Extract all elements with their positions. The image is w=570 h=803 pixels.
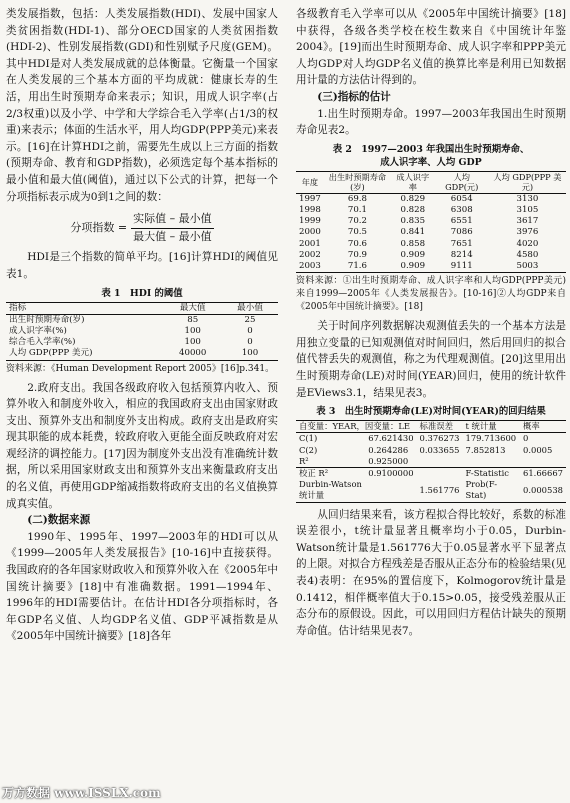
table-cell: C(1) <box>299 433 318 444</box>
table-row <box>6 326 278 337</box>
table-cell: 70.6 <box>347 238 367 249</box>
section-heading-data-source: (二)数据来源 <box>27 514 91 527</box>
table-cell: 9111 <box>435 261 489 273</box>
paragraph-hdi-definition: 类发展指数，包括：人类发展指数(HDI)、发展中国家人类贫困指数(HDI-1)、部分OECD国家的人类贫困指数(HDI-2)、性别发展指数(GDI)和性别赋予尺度(GEM)。其中HDI是对人类发展成就的总体衡量。它衡量一个国家在人类发展的三个基本方面的平均成就：健康长寿的生活，用出生时预期寿命来表示；知识，用成人识字率(占2/3权重)以及小学、中学和大学综合毛入学率(占1/3的权重)来表示；体面的生活水平，用人均GDP(PPP美元)来表示。[16]在计算HDI之前，需要先生成以上三方面的指数(预期寿命、教育和GDP指数)，必须选定每个基本指标的最小值和最大值(阈值)，通过以下公式的计算，把每一个分项指标表示成为0到1之间的数： <box>6 8 278 203</box>
table-cell: 0 <box>247 337 253 348</box>
table2-header: 成人识字率 <box>391 171 435 193</box>
table-cell: 7086 <box>450 227 473 238</box>
table-cell <box>520 456 566 468</box>
table3-header: 概率 <box>520 421 566 433</box>
table2-header: 年度 <box>296 171 324 193</box>
paragraph-government-expenditure: 2.政府支出。我国各级政府收入包括预算内收入、预算外收入和制度外收入，相应的我国政府支出由国家财政支出、预算外支出和制度外支出构成。政府支出是政府实现其职能的成本耗费，较政府收入更能全面反映政府对宏观经济的调控能力。[17]因为制度外支出没有准确统计数据，所以采用国家财政支出和预算外支出来衡量政府支出的名义值，再使用GDP缩减指数将政府支出的名义值换算成真实值。 <box>6 381 278 510</box>
table-cell: 6551 <box>450 216 473 227</box>
table-cell: 7651 <box>450 238 473 249</box>
table-cell: 0.0005 <box>523 444 553 455</box>
table-row <box>296 445 566 456</box>
table3-header: 标准误差 <box>417 421 463 433</box>
table-cell: 0.376273 <box>419 433 460 444</box>
table-cell <box>365 479 416 502</box>
table1-hdi-thresholds <box>6 302 278 361</box>
table2-header: 人均 GDP(PPP 美元) <box>489 171 566 193</box>
table-cell: 85 <box>187 314 199 325</box>
table-cell: 100 <box>184 325 201 336</box>
table2-source: 资料来源：①出生时预期寿命、成人识字率和人均GDP(PPP美元)来自1999—2005年《人类发展报告》。[10-16]②人均GDP来自《2005年中国统计摘要》。[18] <box>296 276 566 313</box>
table-row <box>6 348 278 360</box>
paragraph-life-expectancy: 1.出生时预期寿命。1997—2003年我国出生时预期寿命见表2。 <box>296 107 566 137</box>
table-cell: 71.6 <box>324 261 391 273</box>
table2-caption-line1: 表 2 1997—2003 年我国出生时预期寿命、 <box>332 143 530 155</box>
table-row <box>296 261 566 273</box>
table-row <box>6 337 278 348</box>
table-cell: 179.713600 <box>465 433 517 444</box>
table-cell: 0.909 <box>400 249 426 260</box>
right-column <box>296 6 566 639</box>
formula-numerator: 实际值 – 最小值 <box>131 211 214 229</box>
table-cell: 0 <box>247 325 253 336</box>
table-cell: 100 <box>222 348 278 360</box>
table2-header: 人均 GDP(元) <box>435 171 489 193</box>
table2-life-expectancy <box>296 171 566 273</box>
table-cell: 70.2 <box>347 216 367 227</box>
table-row <box>296 467 566 479</box>
table3-header: t 统计量 <box>463 421 521 433</box>
sub-index-formula <box>6 211 278 245</box>
site-watermark: 万方数据 www.ISSLX.com <box>2 786 161 800</box>
table-cell: 6054 <box>450 193 473 204</box>
table-cell: 0 <box>523 433 529 444</box>
table-cell: 100 <box>184 337 201 348</box>
table-cell: 70.1 <box>347 204 367 215</box>
section-heading-estimation: (三)指标的估计 <box>317 90 391 103</box>
table-cell: 1.561776 <box>417 479 463 502</box>
table1-header: 指标 <box>6 302 163 314</box>
paragraph-proxy-observation: 关于时间序列数据解决观测值丢失的一个基本方法是用独立变量的已知观测值对时间回归，然后用回归的拟合值代替丢失的观测值，称之为代理观测值。[20]这里用出生时预期寿命(LE)对时间(YEAR)回归，使用的统计软件是EViews3.1，结果见表3。 <box>296 320 566 399</box>
table-cell: 40000 <box>163 348 222 360</box>
left-column <box>6 6 278 645</box>
table-row <box>296 456 566 468</box>
paragraph-data-source: 1990年、1995年、1997—2003年的HDI可以从《1999—2005年人类发展报告》[10-16]中直接获得。我国政府的各年国家财政收入和预算外收入在《2005年中国统计摘要》[18]中有准确数据。1991—1994年、1996年的HDI需要估计。在估计HDI各分项指标时，各年GDP名义值、人均GDP名义值、GDP平减指数是从《2005年中国统计摘要》[18]各年 <box>6 530 278 643</box>
formula-lhs: 分项指数 = <box>70 220 128 234</box>
table-cell: 2001 <box>299 238 321 249</box>
table2-header: 出生时预期寿命(岁) <box>324 171 391 193</box>
table-cell <box>417 456 463 468</box>
table-cell: 综合毛入学率(%) <box>9 337 76 348</box>
table-row <box>296 205 566 216</box>
table-cell: 校正 R² <box>296 467 365 479</box>
table-cell <box>417 467 463 479</box>
table-cell: 3617 <box>516 216 539 227</box>
table1-header: 最小值 <box>222 302 278 314</box>
table-cell: 0.835 <box>400 216 426 227</box>
table-cell: 61.66667 <box>520 467 566 479</box>
table-cell: 0.000538 <box>520 479 566 502</box>
table3-caption: 表 3 出生时预期寿命(LE)对时间(YEAR)的回归结果 <box>316 406 546 418</box>
table-cell: 0.829 <box>400 193 426 204</box>
table-row <box>296 250 566 261</box>
table-cell: 3105 <box>516 204 539 215</box>
table-cell: 2002 <box>299 249 321 260</box>
table-row <box>296 193 566 205</box>
table-cell: 0.828 <box>400 204 426 215</box>
table3-header: 自变量：YEAR，因变量：LE <box>296 421 417 433</box>
table-row <box>296 433 566 445</box>
table2-caption-line2: 成人识字率、人均 GDP <box>380 156 482 168</box>
table-cell: Prob(F-Stat) <box>463 479 521 502</box>
table-cell: 3976 <box>516 227 539 238</box>
table-cell: Durbin-Watson 统计量 <box>296 479 365 502</box>
table-cell: 4580 <box>516 249 539 260</box>
table-cell: 0.9100000 <box>365 467 416 479</box>
table-cell: 1998 <box>299 204 321 215</box>
table-cell: 70.9 <box>347 249 367 260</box>
table-row <box>296 239 566 250</box>
table3-regression-results <box>296 420 566 502</box>
formula-denominator: 最大值 – 最小值 <box>133 229 212 243</box>
table-cell: 成人识字率(%) <box>9 325 67 336</box>
table-row <box>296 479 566 502</box>
table-cell: 3130 <box>516 193 539 204</box>
table-cell: 8214 <box>450 249 473 260</box>
table-cell: F-Statistic <box>463 467 521 479</box>
table-cell: C(2) <box>299 444 318 455</box>
table-cell: 0.841 <box>400 227 426 238</box>
table-cell: 0.909 <box>391 261 435 273</box>
table1-source: 资料来源：《Human Development Report 2005》[16]p.341。 <box>6 363 275 374</box>
table-cell: 2000 <box>299 227 321 238</box>
paragraph-enrollment-source: 各级教育毛入学率可以从《2005年中国统计摘要》[18]中获得，各级各类学校在校生数来自《中国统计年鉴2004》。[19]而出生时预期寿命、成人识字率和PPP美元人均GDP对人均GDP名义值的换算比率是利用已知数据用计量的方法估计得到的。 <box>296 8 566 87</box>
table-row <box>296 216 566 227</box>
table-cell: 4020 <box>516 238 539 249</box>
table-cell: 25 <box>244 314 256 325</box>
table2-caption <box>296 143 566 169</box>
table1-caption: 表 1 HDI 的阈值 <box>101 287 183 299</box>
formula-fraction <box>131 211 214 245</box>
table-cell: 0.264286 <box>368 444 409 455</box>
table-cell: 67.621430 <box>368 433 414 444</box>
table-cell: 0.858 <box>400 238 426 249</box>
table-cell: 69.8 <box>347 193 367 204</box>
table-cell: 7.852813 <box>465 444 506 455</box>
table-cell: 人均 GDP(PPP 美元) <box>6 348 163 360</box>
table-row <box>296 227 566 238</box>
table-cell: 6308 <box>450 204 473 215</box>
paragraph-hdi-average: HDI是三个指数的简单平均。[16]计算HDI的阈值见表1。 <box>6 251 278 280</box>
table-row <box>6 314 278 326</box>
paragraph-regression-discussion: 从回归结果来看，该方程拟合得比较好，系数的标准误差很小，t统计量显著且概率均小于0.05，Durbin-Watson统计量是1.561776大于0.05显著水平下显著点的上限。对拟合方程残差是否服从正态分布的检验结果(见表4)表明：在95%的置信度下，Kolmogorov统计量是0.1412，相伴概率值大于0.15>0.05，接受残差服从正态分布的原假设。因此，可以用回归方程估计缺失的预期寿命值。估计结果见表7。 <box>296 508 566 637</box>
table-cell: 1997 <box>299 193 321 204</box>
table-cell <box>463 456 521 468</box>
table-cell: 1999 <box>299 216 321 227</box>
table-cell: 70.5 <box>347 227 367 238</box>
table-cell: 0.033655 <box>419 444 460 455</box>
table-cell: 2003 <box>296 261 324 273</box>
table-cell: 5003 <box>489 261 566 273</box>
table-cell: R² <box>299 455 309 466</box>
table-cell: 0.925000 <box>368 455 409 466</box>
table-cell: 出生时预期寿命(岁) <box>9 314 85 325</box>
table1-header: 最大值 <box>163 302 222 314</box>
